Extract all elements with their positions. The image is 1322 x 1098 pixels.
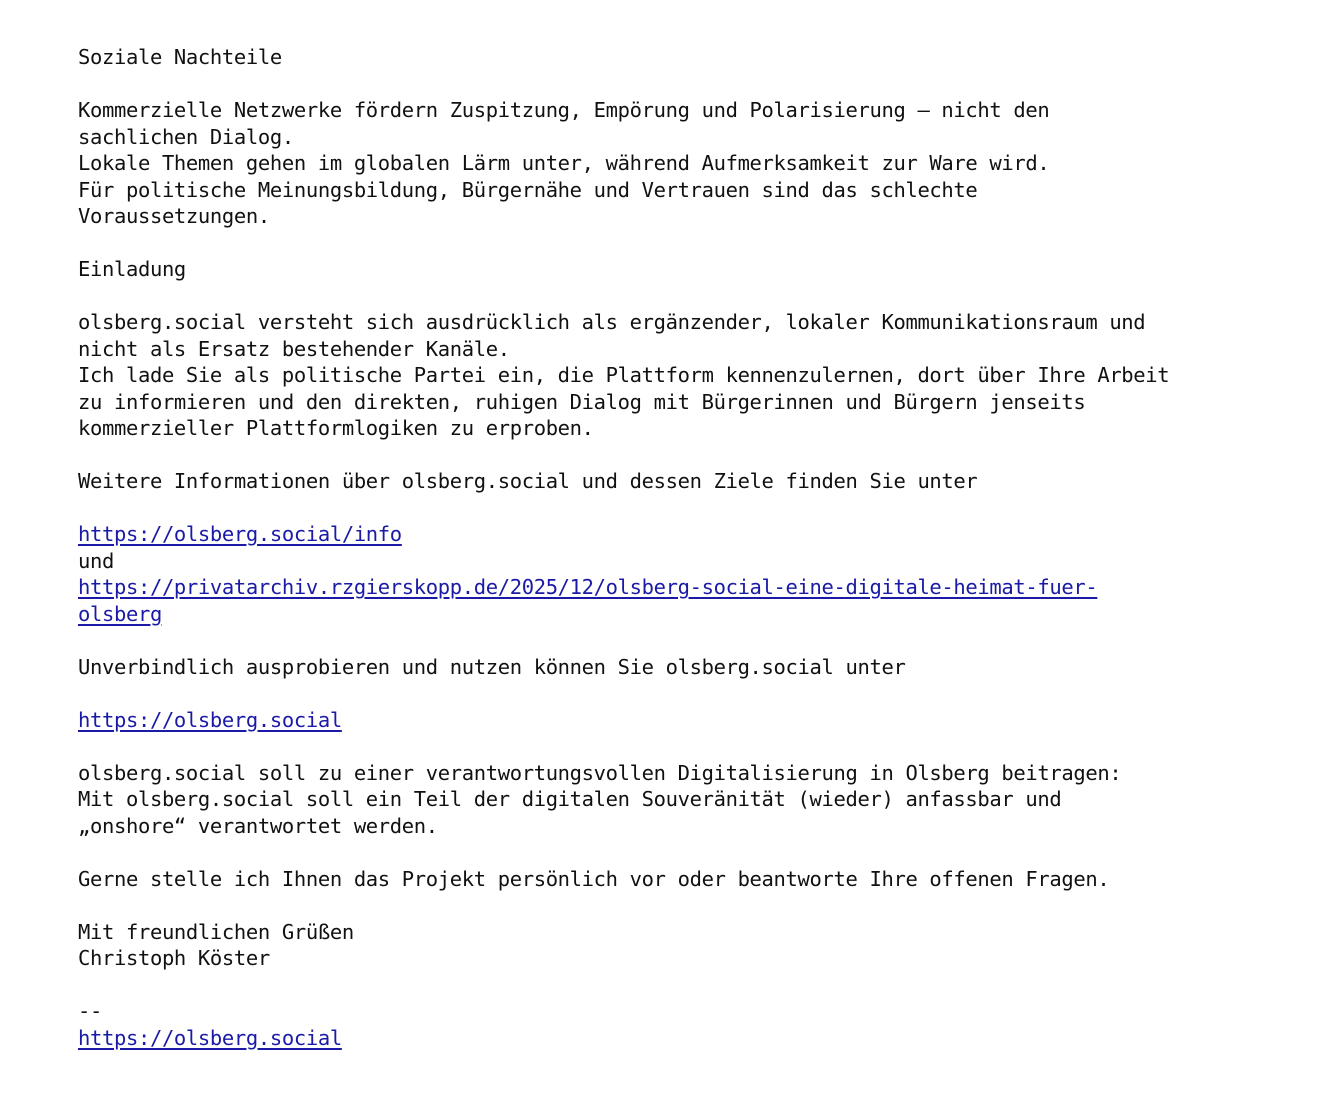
paragraph-line: Ich lade Sie als politische Partei ein, die Plattform kennenzulernen, dort über Ihre Arbeit (78, 363, 1170, 387)
blank-line (78, 230, 1298, 257)
platform-link[interactable]: https://olsberg.social (78, 707, 342, 732)
blank-line (78, 627, 1298, 654)
info-link[interactable]: https://olsberg.social/info (78, 522, 402, 546)
blank-line (78, 495, 1298, 522)
paragraph-line: zu informieren und den direkten, ruhigen Dialog mit Bürgerinnen und Bürgern jenseits (78, 389, 1086, 414)
offer-text: Gerne stelle ich Ihnen das Projekt persönlich vor oder beantworte Ihre offenen Fragen. (78, 866, 1110, 891)
section-heading-invitation: Einladung (78, 257, 186, 281)
closing-text: Mit freundlichen Grüßen (78, 919, 354, 944)
blank-line (78, 733, 1298, 760)
blank-line (78, 442, 1298, 469)
blank-line (78, 839, 1298, 866)
blog-link-part-1[interactable]: https://privatarchiv.rzgierskopp.de/2025/12/olsberg-social-eine-digitale-heimat-fuer- (78, 575, 1098, 599)
signature-link-line (78, 1025, 1298, 1052)
blank-line (78, 71, 1298, 98)
paragraph-line: kommerzieller Plattformlogiken zu erproben. (78, 416, 594, 440)
email-body (78, 44, 1298, 1051)
paragraph-line: Lokale Themen gehen im globalen Lärm unter, während Aufmerksamkeit zur Ware wird. (78, 151, 1050, 175)
blog-link-line (78, 601, 1298, 628)
blog-link-line (78, 574, 1298, 601)
blank-line (78, 680, 1298, 707)
paragraph-line: Für politische Meinungsbildung, Bürgernähe und Vertrauen sind das schlechte (78, 177, 978, 202)
paragraph-line: nicht als Ersatz bestehender Kanäle. (78, 336, 510, 361)
try-intro: Unverbindlich ausprobieren und nutzen können Sie olsberg.social unter (78, 654, 906, 679)
paragraph-line: sachlichen Dialog. (78, 124, 294, 149)
blog-link-part-2[interactable]: olsberg (78, 601, 162, 626)
signature-link[interactable]: https://olsberg.social (78, 1025, 342, 1050)
blank-line (78, 972, 1298, 999)
section-heading-social: Soziale Nachteile (78, 45, 282, 69)
info-intro: Weitere Informationen über olsberg.social und dessen Ziele finden Sie unter (78, 469, 978, 493)
info-link-line (78, 521, 1298, 548)
paragraph-line: Kommerzielle Netzwerke fördern Zuspitzung, Empörung und Polarisierung – nicht den (78, 98, 1050, 122)
blank-line (78, 283, 1298, 310)
try-link-line (78, 707, 1298, 734)
paragraph-line: Mit olsberg.social soll ein Teil der digitalen Souveränität (wieder) anfassbar und (78, 787, 1062, 811)
signature-name: Christoph Köster (78, 946, 270, 970)
paragraph-line: „onshore“ verantwortet werden. (78, 813, 438, 838)
paragraph-line: olsberg.social versteht sich ausdrücklich als ergänzender, lokaler Kommunikationsraum und (78, 310, 1146, 334)
signature-separator: -- (78, 999, 102, 1023)
conjunction-text: und (78, 548, 114, 573)
blank-line (78, 892, 1298, 919)
paragraph-line: Voraussetzungen. (78, 204, 270, 228)
paragraph-line: olsberg.social soll zu einer verantwortungsvollen Digitalisierung in Olsberg beitragen: (78, 760, 1122, 785)
